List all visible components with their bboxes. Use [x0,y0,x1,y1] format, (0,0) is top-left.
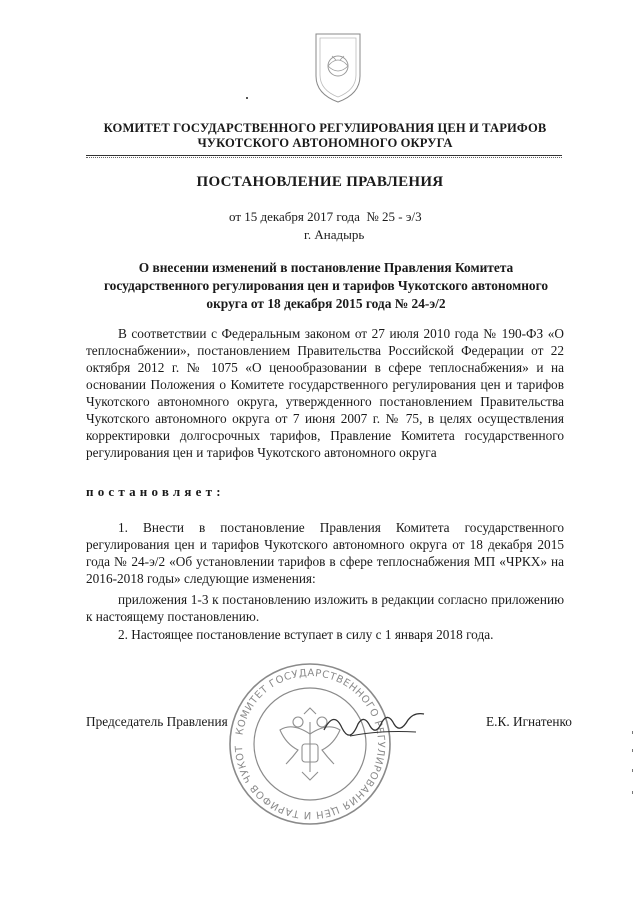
committee-name [90,121,560,151]
committee-line-2: ЧУКОТСКОГО АВТОНОМНОГО ОКРУГА [197,136,453,150]
seal-text: КОМИТЕТ ГОСУДАРСТВЕННОГО РЕГУЛИРОВАНИЯ ЦЕН И ТАРИФОВ ЧУКОТ [233,667,387,821]
document-subject [100,259,552,313]
coat-of-arms-icon [312,28,364,106]
subject-line-2: государственного регулирования цен и тарифов Чукотского автономного [103,278,549,293]
signatory-name: Е.К. Игнатенко [486,714,572,729]
preamble-paragraph: В соответствии с Федеральным законом от 27 июля 2010 года № 190-ФЗ «О теплоснабжении», постановлением Правительства Российской Федерации от 22 октября 2012 г. № 1075 «О ценообразовании в сфере теплоснабжения» и на основании Положения о Комитете государственного регулирования цен и тарифов Чукотского автономного округа, утвержденного постановлением Правительства Чукотского автономного округа от 7 июня 2007 г. № 75, в целях осуществления корректировки долгосрочных тарифов, Правление Комитета государственного регулирования цен и тарифов Чукотского автономного округа [86,326,564,460]
document-type: ПОСТАНОВЛЕНИЕ ПРАВЛЕНИЯ [196,174,444,190]
header-rule-dotted [86,157,562,158]
handwritten-signature-icon [320,700,430,750]
resolves-word: постановляет: [86,484,225,499]
document-city: г. Анадырь [304,227,365,242]
scan-margin-marks [630,731,636,801]
subject-line-1: О внесении изменений в постановление Правления Комитета [138,260,514,275]
subject-line-3: округа от 18 декабря 2015 года № 24-э/2 [206,296,446,311]
clause-1-detail: приложения 1-3 к постановлению изложить в редакции согласно приложению к настоящему постановлению. [86,592,564,624]
document-date-number: от 15 декабря 2017 года № 25 - э/3 [229,209,422,224]
header-rule [86,155,562,156]
signatory-title: Председатель Правления [86,714,228,729]
committee-line-1: КОМИТЕТ ГОСУДАРСТВЕННОГО РЕГУЛИРОВАНИЯ ЦЕН И ТАРИФОВ [103,121,547,135]
scan-dot [246,97,248,99]
clause-1: 1. Внести в постановление Правления Комитета государственного регулирования цен и тарифов Чукотского автономного округа от 18 декабря 2015 года № 24-э/2 «Об установлении тарифов в сфере теплоснабжения МП «ЧРКХ» на 2016-2018 годы» следующие изменения: [86,520,564,586]
clause-2: 2. Настоящее постановление вступает в силу с 1 января 2018 года. [118,627,494,642]
